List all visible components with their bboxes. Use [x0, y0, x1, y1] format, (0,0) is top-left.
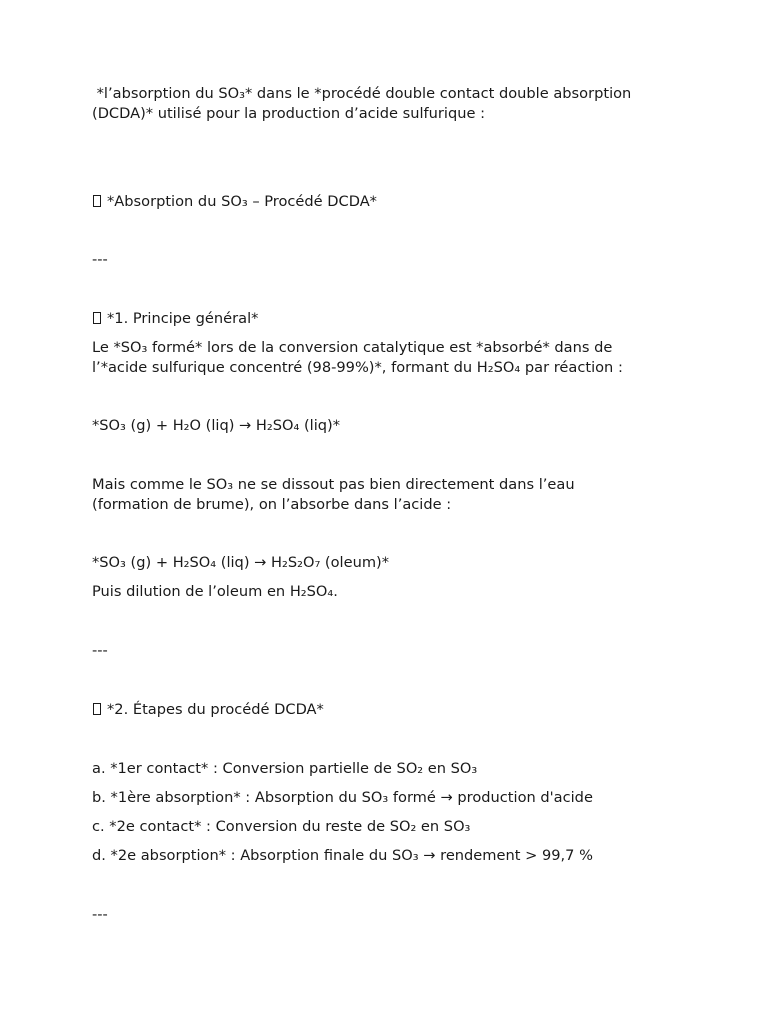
section-1-para-1-line-1: Le *SO₃ formé* lors de la conversion catalytique est *absorbé* dans de [92, 339, 613, 356]
section-2-heading-text: *2. Étapes du procédé DCDA* [107, 701, 324, 718]
step-item: b. *1ère absorption* : Absorption du SO₃ formé → production d'acide [92, 789, 593, 806]
separator: --- [92, 642, 108, 659]
equation-2: *SO₃ (g) + H₂SO₄ (liq) → H₂S₂O₇ (oleum)* [92, 554, 390, 571]
separator: --- [92, 906, 108, 923]
section-2-heading [92, 700, 324, 720]
section-1-heading [92, 309, 258, 329]
section-1-para-3: Puis dilution de l’oleum en H₂SO₄. [92, 583, 338, 600]
separator: --- [92, 251, 108, 268]
box-icon [93, 703, 101, 715]
step-item: c. *2e contact* : Conversion du reste de SO₂ en SO₃ [92, 818, 471, 835]
step-item: d. *2e absorption* : Absorption finale du SO₃ → rendement > 99,7 % [92, 847, 593, 864]
box-icon [93, 312, 101, 324]
intro-line-2: (DCDA)* utilisé pour la production d’acide sulfurique : [92, 105, 485, 122]
section-1-heading-text: *1. Principe général* [107, 310, 259, 327]
box-icon [93, 195, 101, 207]
intro-line-1: *l’absorption du SO₃* dans le *procédé double contact double absorption [92, 85, 632, 102]
section-1-para-2-line-2: (formation de brume), on l’absorbe dans l’acide : [92, 496, 452, 513]
document-title [92, 192, 377, 212]
equation-1: *SO₃ (g) + H₂O (liq) → H₂SO₄ (liq)* [92, 417, 341, 434]
section-1-para-1-line-2: l’*acide sulfurique concentré (98-99%)*, formant du H₂SO₄ par réaction : [92, 359, 623, 376]
section-1-para-2-line-1: Mais comme le SO₃ ne se dissout pas bien directement dans l’eau [92, 476, 575, 493]
step-item: a. *1er contact* : Conversion partielle de SO₂ en SO₃ [92, 760, 478, 777]
document-title-text: *Absorption du SO₃ – Procédé DCDA* [107, 193, 377, 210]
